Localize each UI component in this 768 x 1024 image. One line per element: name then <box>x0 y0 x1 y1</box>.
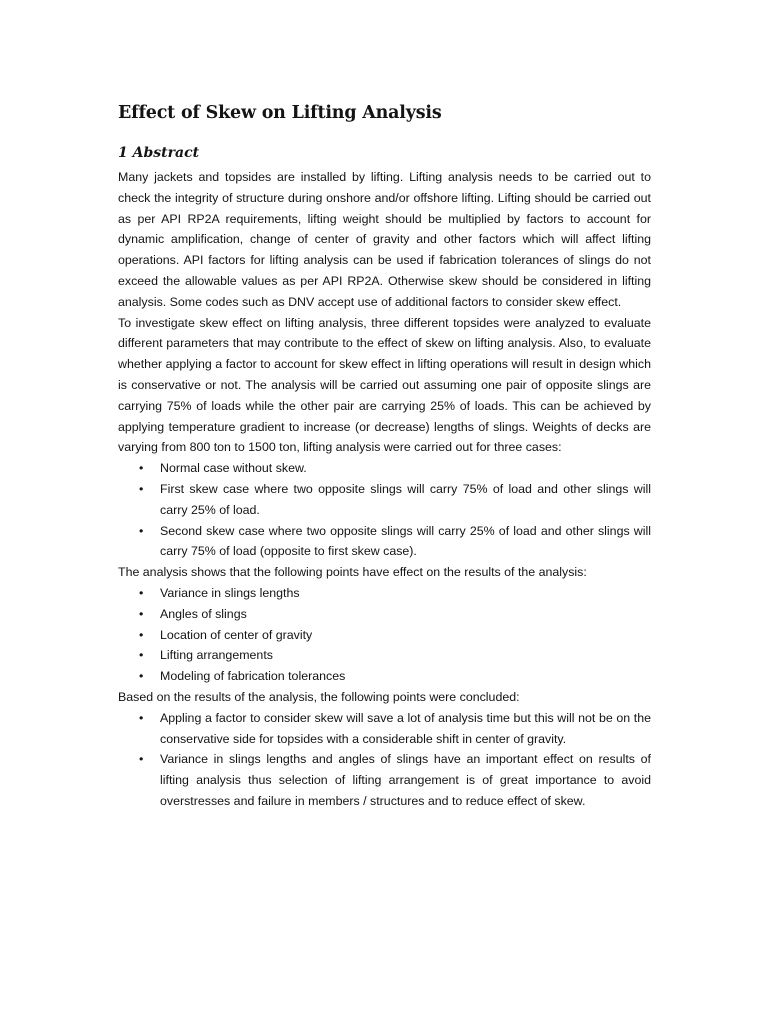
list-item-text: Lifting arrangements <box>160 648 273 663</box>
bullet-icon: • <box>139 585 144 600</box>
list-item <box>139 604 651 625</box>
bullet-icon: • <box>139 669 144 684</box>
list-item <box>139 521 651 563</box>
list-item-text: Variance in slings lengths and angles of slings have an important effect on results of lifting analysis thus selection of lifting arrangement is of great importance to avoid overstresses and failure in members / structures and to reduce effect of skew. <box>160 752 651 808</box>
paragraph-intro: Many jackets and topsides are installed by lifting. Lifting analysis needs to be carried out to check the integrity of structure during onshore and/or offshore lifting. Lifting should be carried out as per API RP2A requirements, lifting weight should be multiplied by factors to account for dynamic amplification, change of center of gravity and other factors which will affect lifting operations. API factors for lifting analysis can be used if fabrication tolerances of slings do not exceed the allowable values as per API RP2A. Otherwise skew should be considered in lifting analysis. Some codes such as DNV accept use of additional factors to consider skew effect. <box>118 170 651 309</box>
list-item-text: Second skew case where two opposite slings will carry 25% of load and other slings will carry 75% of load (opposite to first skew case). <box>160 523 651 559</box>
paragraph-effects-intro: The analysis shows that the following points have effect on the results of the analysis: <box>118 565 587 580</box>
bullet-icon: • <box>139 710 144 725</box>
bullet-icon: • <box>139 648 144 663</box>
list-item-text: Angles of slings <box>160 606 247 621</box>
list-item-text: Modeling of fabrication tolerances <box>160 669 346 684</box>
document-title: Effect of Skew on Lifting Analysis <box>118 103 442 123</box>
paragraph-investigation: To investigate skew effect on lifting analysis, three different topsides were analyzed to evaluate different parameters that may contribute to the effect of skew on lifting analysis. Also, to evaluate whether applying a factor to account for skew effect in lifting operations will result in design which is conservative or not. The analysis will be carried out assuming one pair of opposite slings are carrying 75% of loads while the other pair are carrying 25% of loads. This can be achieved by applying temperature gradient to increase (or decrease) lengths of slings. Weights of decks are varying from 800 ton to 1500 ton, lifting analysis were carried out for three cases: <box>118 315 651 455</box>
list-item <box>139 583 651 604</box>
list-item <box>139 458 651 479</box>
list-item <box>139 479 651 521</box>
cases-list <box>118 458 651 562</box>
list-item <box>139 666 651 687</box>
list-item-text: Normal case without skew. <box>160 461 307 476</box>
conclusions-list <box>118 708 651 812</box>
effects-list <box>118 583 651 687</box>
list-item <box>139 625 651 646</box>
paragraph-conclusions-intro: Based on the results of the analysis, the following points were concluded: <box>118 689 520 704</box>
list-item-text: Variance in slings lengths <box>160 585 300 600</box>
bullet-icon: • <box>139 627 144 642</box>
bullet-icon: • <box>139 606 144 621</box>
bullet-icon: • <box>139 461 144 476</box>
bullet-icon: • <box>139 752 144 767</box>
list-item-text: Location of center of gravity <box>160 627 313 642</box>
list-item-text: Appling a factor to consider skew will save a lot of analysis time but this will not be on the conservative side for topsides with a considerable shift in center of gravity. <box>160 710 651 746</box>
list-item <box>139 645 651 666</box>
section-heading-abstract: 1 Abstract <box>118 145 200 161</box>
list-item <box>139 708 651 750</box>
bullet-icon: • <box>139 523 144 538</box>
list-item <box>139 749 651 811</box>
list-item-text: First skew case where two opposite slings will carry 75% of load and other slings will carry 25% of load. <box>160 481 651 517</box>
abstract-body <box>118 167 651 812</box>
bullet-icon: • <box>139 481 144 496</box>
